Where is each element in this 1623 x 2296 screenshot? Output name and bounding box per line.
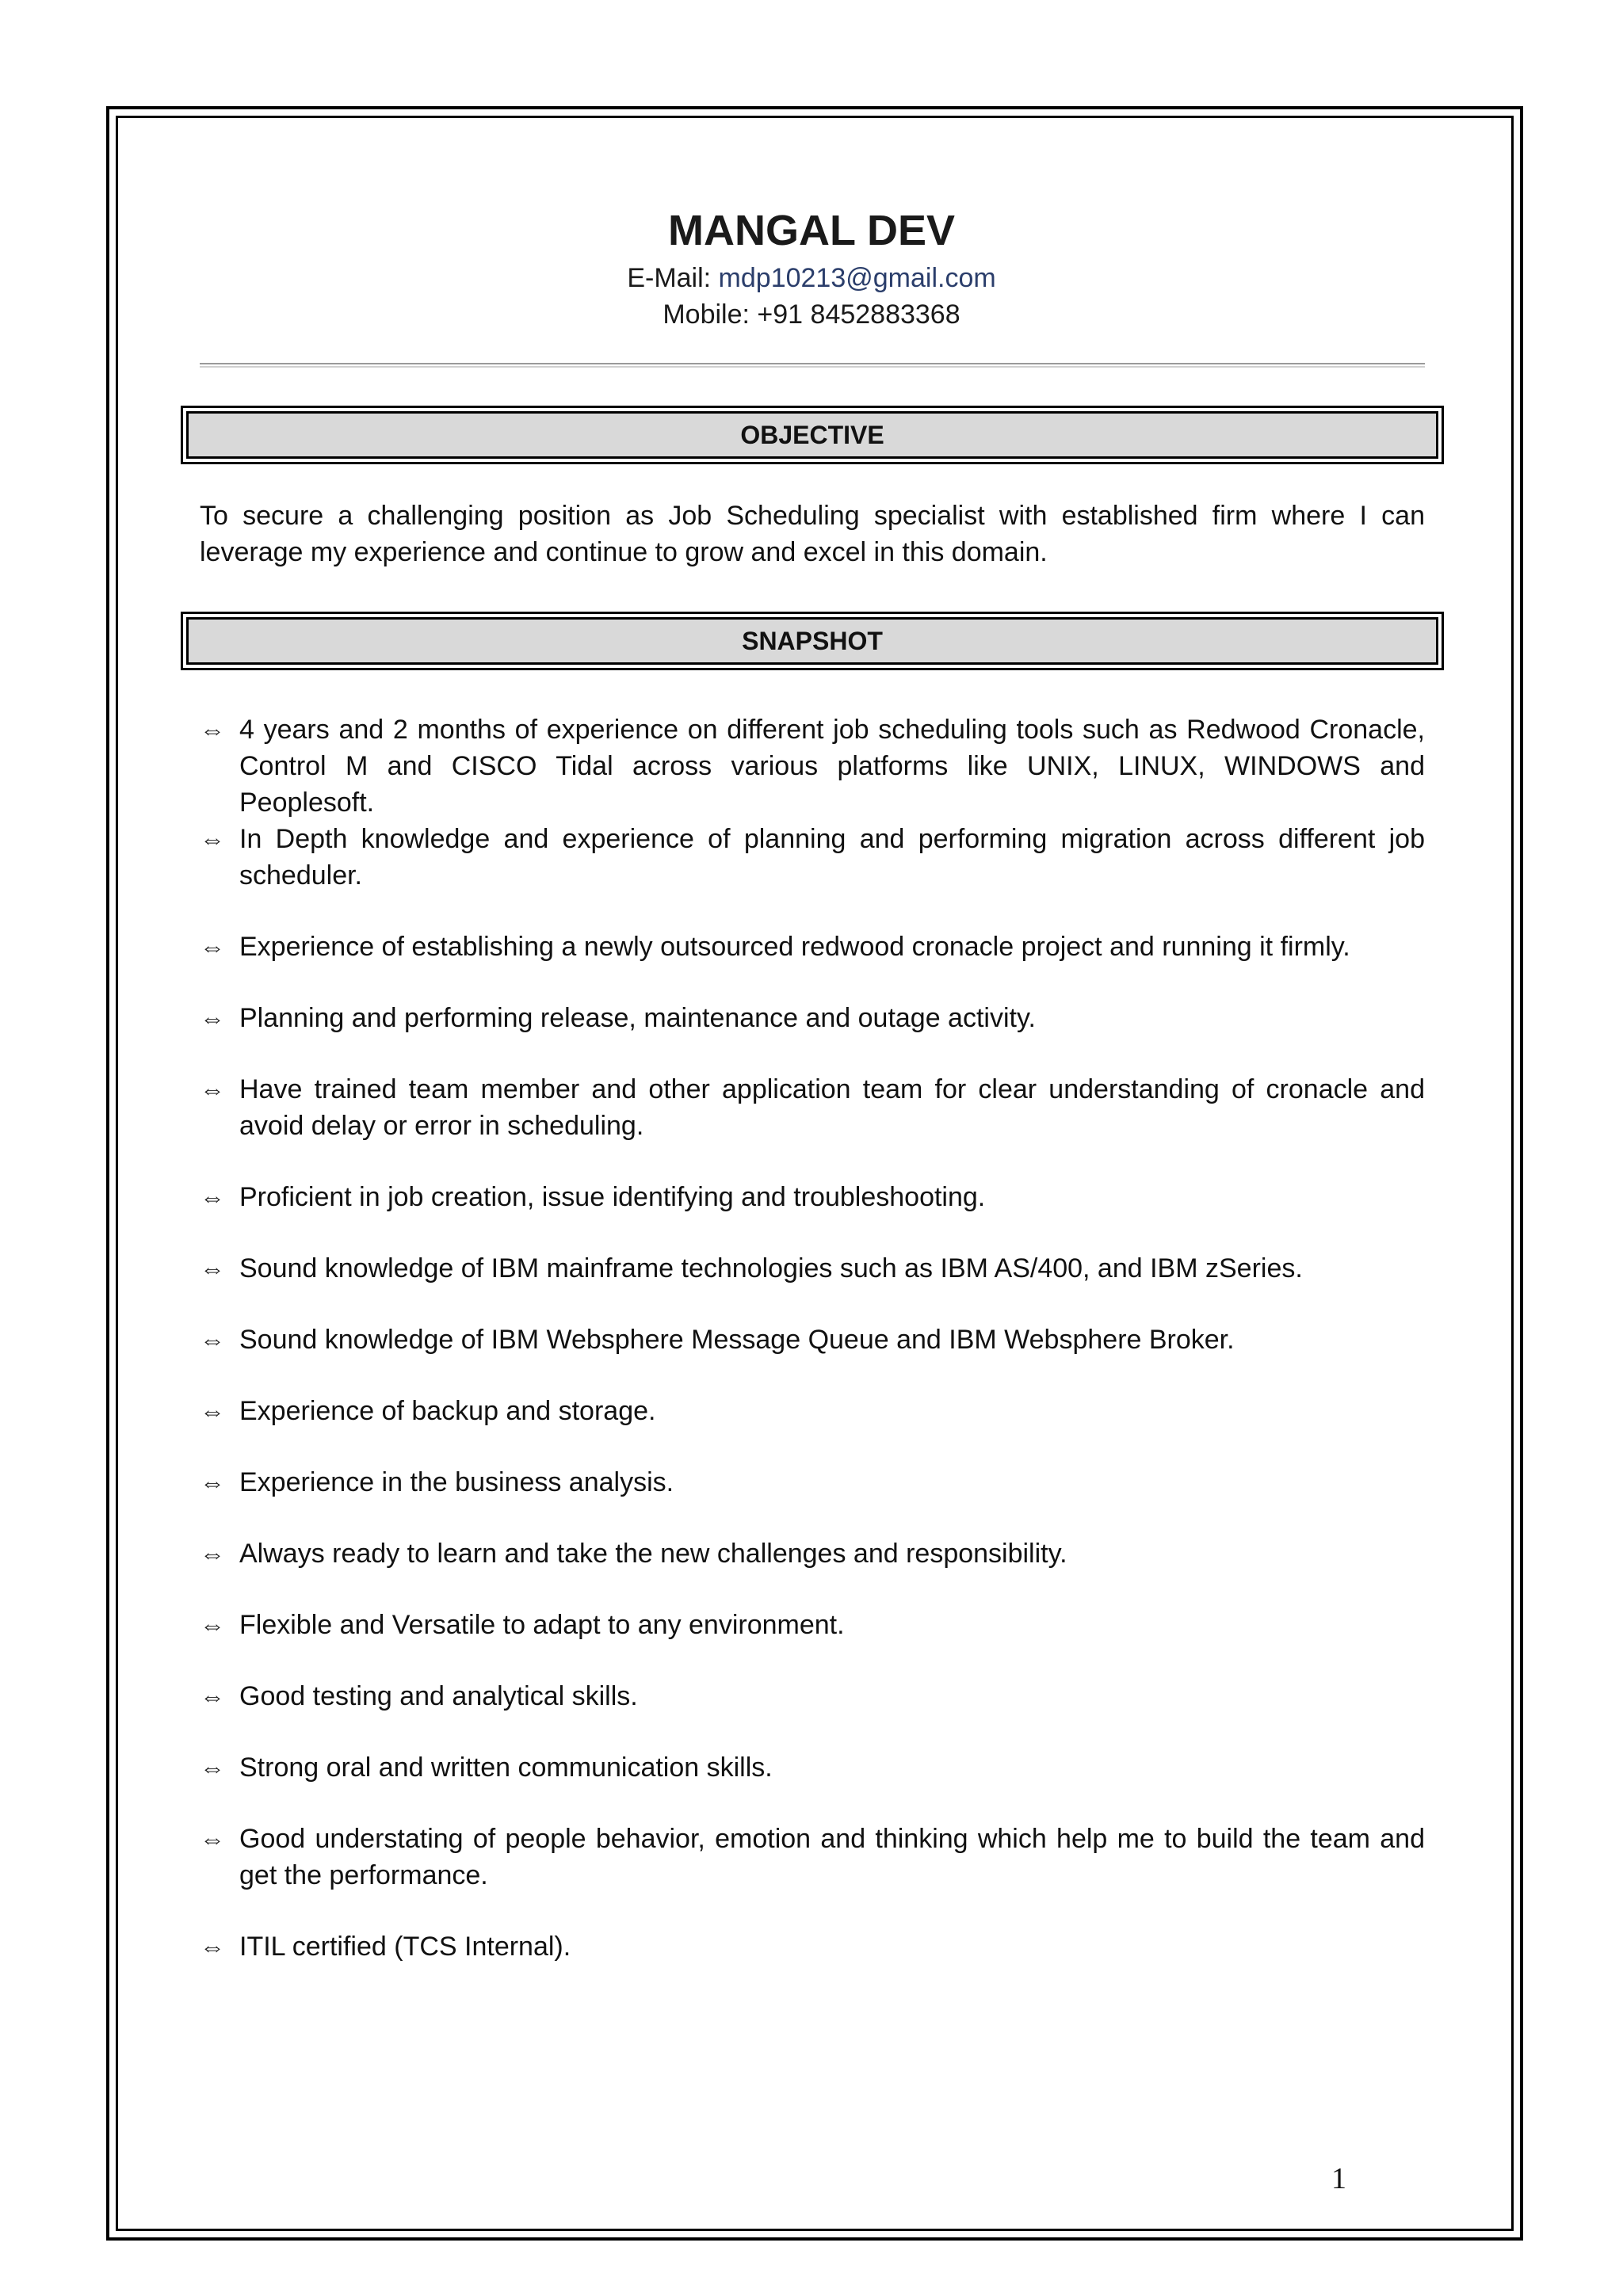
- snapshot-item: [200, 1071, 1425, 1144]
- snapshot-item-text: Always ready to learn and take the new challenges and responsibility.: [239, 1539, 1067, 1569]
- double-arrow-bullet-icon: ⇔: [200, 1932, 225, 1961]
- resume-header: [198, 201, 1425, 333]
- snapshot-item-text: 4 years and 2 months of experience on different job scheduling tools such as Redwood Cronacle, Control M and CISCO Tidal across various platforms like UNIX, LINUX, WINDOWS and Peoplesoft.: [239, 715, 1425, 818]
- double-arrow-bullet-icon: ⇔: [200, 1468, 225, 1497]
- snapshot-item-text: Sound knowledge of IBM Websphere Message Queue and IBM Websphere Broker.: [239, 1325, 1235, 1355]
- email-line: [198, 260, 1425, 296]
- double-arrow-bullet-icon: ⇔: [200, 933, 225, 961]
- double-arrow-bullet-icon: ⇔: [200, 1825, 225, 1853]
- snapshot-item: [200, 821, 1425, 894]
- double-arrow-bullet-icon: ⇔: [200, 1004, 225, 1032]
- double-arrow-bullet-icon: ⇔: [200, 1254, 225, 1283]
- double-arrow-bullet-icon: ⇔: [200, 825, 225, 853]
- email-label: E-Mail:: [627, 263, 719, 293]
- snapshot-list: [200, 711, 1425, 2000]
- double-arrow-bullet-icon: ⇔: [200, 715, 225, 744]
- snapshot-item-text: Planning and performing release, maintenance and outage activity.: [239, 1003, 1036, 1033]
- header-divider: [200, 363, 1425, 368]
- double-arrow-bullet-icon: ⇔: [200, 1539, 225, 1568]
- snapshot-item-text: Proficient in job creation, issue identifying and troubleshooting.: [239, 1182, 986, 1212]
- snapshot-item-text: ITIL certified (TCS Internal).: [239, 1932, 571, 1962]
- objective-heading: OBJECTIVE: [186, 411, 1438, 459]
- snapshot-section-bar: [181, 612, 1444, 670]
- email-link[interactable]: mdp10213@gmail.com: [718, 263, 996, 293]
- double-arrow-bullet-icon: ⇔: [200, 1397, 225, 1425]
- mobile-line: Mobile: +91 8452883368: [663, 299, 960, 330]
- snapshot-item: [200, 1749, 1425, 1786]
- snapshot-item-text: Experience in the business analysis.: [239, 1467, 674, 1497]
- snapshot-item: [200, 1464, 1425, 1501]
- snapshot-item-text: Sound knowledge of IBM mainframe technologies such as IBM AS/400, and IBM zSeries.: [239, 1253, 1303, 1283]
- snapshot-item: [200, 1607, 1425, 1643]
- snapshot-item: [200, 1393, 1425, 1429]
- snapshot-item-text: Good understating of people behavior, emotion and thinking which help me to build the team and get the performance.: [239, 1824, 1425, 1890]
- snapshot-item: [200, 711, 1425, 821]
- objective-text: To secure a challenging position as Job Scheduling specialist with established firm where I can leverage my experience and continue to grow and excel in this domain.: [200, 501, 1425, 567]
- candidate-name: MANGAL DEV: [667, 207, 956, 254]
- snapshot-item: [200, 1928, 1425, 1965]
- double-arrow-bullet-icon: ⇔: [200, 1075, 225, 1104]
- double-arrow-bullet-icon: ⇔: [200, 1183, 225, 1211]
- double-arrow-bullet-icon: ⇔: [200, 1325, 225, 1354]
- snapshot-item: [200, 929, 1425, 965]
- snapshot-item: [200, 1821, 1425, 1894]
- snapshot-item: [200, 1322, 1425, 1358]
- snapshot-item-text: Strong oral and written communication skills.: [239, 1753, 773, 1783]
- snapshot-item: [200, 1250, 1425, 1287]
- double-arrow-bullet-icon: ⇔: [200, 1753, 225, 1782]
- snapshot-item: [200, 1678, 1425, 1714]
- snapshot-item-text: Experience of backup and storage.: [239, 1396, 656, 1426]
- snapshot-item: [200, 1535, 1425, 1572]
- snapshot-item: [200, 1179, 1425, 1215]
- objective-section-bar: [181, 406, 1444, 464]
- snapshot-item-text: Have trained team member and other application team for clear understanding of cronacle and avoid delay or error in scheduling.: [239, 1074, 1425, 1141]
- snapshot-item-text: In Depth knowledge and experience of planning and performing migration across different job scheduler.: [239, 824, 1425, 891]
- snapshot-item-text: Experience of establishing a newly outsourced redwood cronacle project and running it firmly.: [239, 932, 1350, 962]
- page-number: 1: [1331, 2162, 1346, 2195]
- double-arrow-bullet-icon: ⇔: [200, 1682, 225, 1711]
- snapshot-item-text: Good testing and analytical skills.: [239, 1681, 638, 1711]
- snapshot-item: [200, 1000, 1425, 1036]
- snapshot-heading: SNAPSHOT: [186, 617, 1438, 665]
- double-arrow-bullet-icon: ⇔: [200, 1611, 225, 1639]
- snapshot-item-text: Flexible and Versatile to adapt to any environment.: [239, 1610, 845, 1640]
